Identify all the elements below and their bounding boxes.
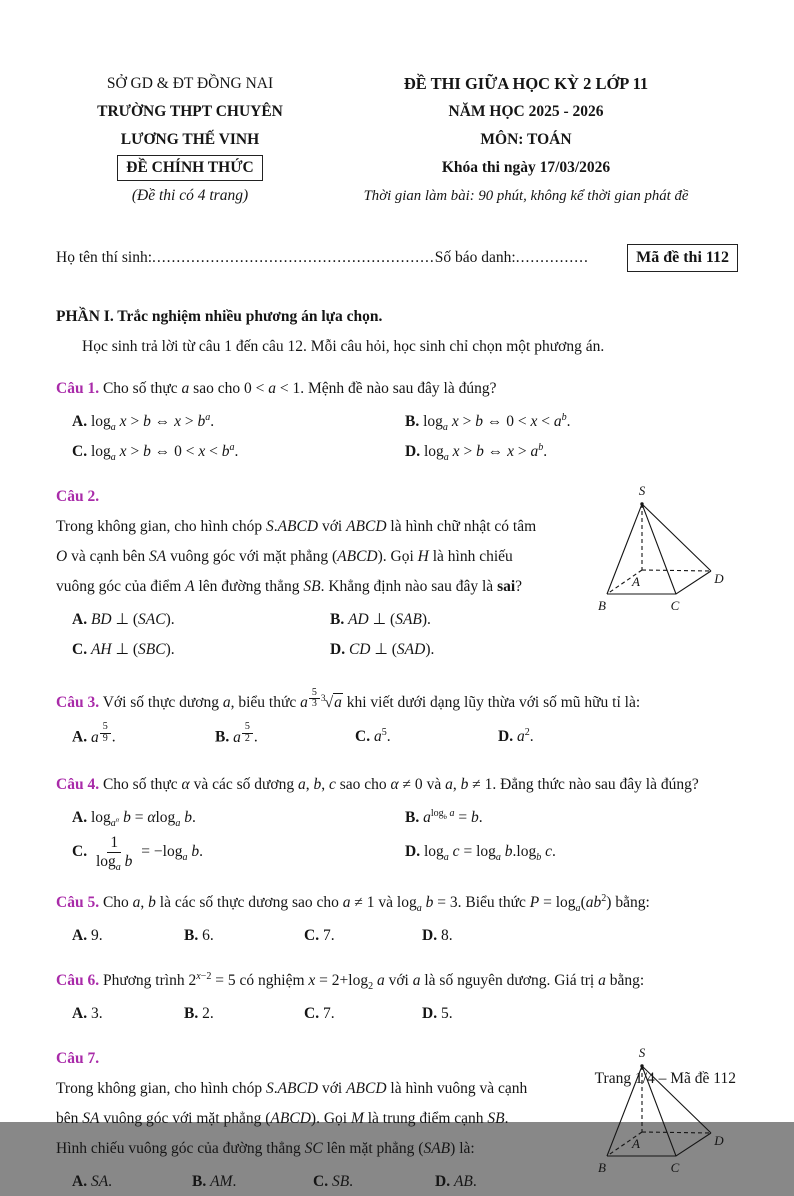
exam-duration-note: Thời gian làm bài: 90 phút, không kể thời gian phát đề [363,188,689,204]
question-2-text-line2: O và cạnh bên SA vuông góc với mặt phẳng (ABCD). Gọi H là hình chiếu [56,548,513,565]
candidate-id-dots: ............... [515,249,589,266]
question-5-text: Cho a, b là các số thực dương sao cho a ≠ 1 và $\log_a b = 3$. Biểu thức $P = \log_a(ab^2)$ bằng: [102,893,650,915]
exam-title: ĐỀ THI GIỮA HỌC KỲ 2 LỚP 11 [403,74,649,93]
option-c: C. $a^5$. [355,726,391,745]
question-1 [56,374,738,466]
vertex-label-d: D [714,571,724,586]
vertex-label-s: S [638,1045,646,1061]
exam-date: Khóa thi ngày 17/03/2026 [441,159,611,176]
vertex-label-c: C [670,598,680,613]
option-a: A. BD ⊥ (SAC). [72,611,175,628]
official-exam-stamp: ĐỀ CHÍNH THỨC [117,155,262,181]
question-1-label: Câu 1. [56,380,100,397]
option-c: C. SB. [313,1173,354,1191]
question-7-label: Câu 7. [56,1050,100,1068]
question-6-label: Câu 6. [56,972,100,990]
pages-note: (Đề thi có 4 trang) [131,187,249,204]
pyramid-solid-edges [607,504,711,594]
option-d: D. $\log_a x > b$ ⇔ $x > a^b$. [405,441,548,464]
option-c: C. $\frac{1}{\log_a b}$ = $-\log_a$ b. [72,833,203,873]
department-name: SỞ GD & ĐT ĐỒNG NAI [106,75,274,92]
option-d: D. 8. [422,927,453,945]
header-school-block [56,70,324,210]
option-a: A. 3. [72,1005,103,1023]
question-5 [56,888,738,950]
option-a: A. $\log_{a^\alpha} b = \alpha\log_a$ b. [72,808,196,829]
exam-year: NĂM HỌC 2025 - 2026 [448,103,604,120]
option-a: A. 9. [72,927,103,945]
option-d: D. AB. [435,1173,477,1191]
question-5-label: Câu 5. [56,894,100,912]
part1-instruction: Học sinh trả lời từ câu 1 đến câu 12. Mỗi câu hỏi, học sinh chỉ chọn một phương án. [82,338,605,355]
question-1-options [56,408,738,466]
question-7-text-line3: Hình chiếu vuông góc của đường thẳng SC lên mặt phẳng (SAB) là: [56,1140,475,1158]
apex-dot [640,502,643,505]
question-7-text-line1: Trong không gian, cho hình chóp S.ABCD với ABCD là hình vuông và cạnh [56,1080,528,1098]
vertex-label-d: D [714,1133,724,1149]
option-b: B. $\log_a x > b$ ⇔ $0 < x < a^b$. [405,411,571,434]
question-3-label: Câu 3. [56,694,100,712]
exam-subject: MÔN: TOÁN [480,131,572,148]
option-c: C. 7. [304,927,335,945]
question-3 [56,684,738,752]
question-2-options [56,606,598,664]
vertex-label-a: A [632,574,640,589]
question-2-text-line3: vuông góc của điểm A lên đường thẳng SB. Khẳng định nào sau đây là sai? [56,578,523,595]
candidate-name-dots: .......................................................... [152,249,435,266]
question-4-text: Cho số thực α và các số dương a, b, c sao cho α ≠ 0 và a, b ≠ 1. Đẳng thức nào sau đây là đúng? [102,775,699,793]
option-d: D. CD ⊥ (SAD). [330,641,435,658]
question-6-options [56,1000,738,1028]
option-d: D. $\log_a c = \log_a b.\log_b$ c. [405,843,556,864]
option-b: B. 6. [184,927,214,945]
candidate-name-label: Họ tên thí sinh: [56,249,153,266]
option-b: B. AM. [192,1173,237,1191]
vertex-label-b: B [598,1160,606,1176]
candidate-row [56,244,738,272]
question-3-options [56,722,738,752]
question-6-text: Phương trình $2^{x-2} = 5$ có nghiệm $x = 2+\log_2$ a với a là số nguyên dương. Giá trị a bằng: [102,971,645,993]
question-2-label: Câu 2. [56,488,100,505]
vertex-label-s: S [638,483,646,498]
exam-code-badge: Mã đề thi 112 [627,244,738,272]
option-a: A. $\log_a x > b$ ⇔ $x > b^a$. [72,411,215,434]
question-4-label: Câu 4. [56,775,100,793]
question-3-text: Với số thực dương a, biểu thức a $^{\frac{5}{3}}$ $^3$√a khi viết dưới dạng lũy thừa với số mũ hữu tỉ là: [102,686,641,712]
part1-heading: PHẦN I. Trắc nghiệm nhiều phương án lựa chọn. [56,308,383,325]
option-d: D. 5. [422,1005,453,1023]
option-a: A. a $^{\frac{5}{9}}$ . [72,721,116,746]
question-6 [56,966,738,1028]
page-header [56,70,738,210]
vertex-label-a: A [632,1136,640,1152]
option-b: B. 2. [184,1005,214,1023]
option-c: C. $\log_a x > b$ ⇔ $0 < x < b^a$. [72,441,239,464]
option-b: B. a $^{\frac{5}{2}}$ . [215,721,258,746]
question-2 [56,482,738,664]
question-5-options [56,922,738,950]
page-footer: Trang 1/4 – Mã đề 112 [594,1070,736,1087]
question-1-text: Cho số thực a sao cho 0 < a < 1. Mệnh đề nào sau đây là đúng? [102,380,497,397]
option-c: C. 7. [304,1005,335,1023]
question-7-text-line2: bên SA vuông góc với mặt phẳng (ABCD). Gọi M là trung điểm cạnh SB. [56,1110,509,1128]
vertex-label-c: C [670,1160,680,1176]
option-a: A. SA. [72,1173,113,1191]
option-c: C. AH ⊥ (SBC). [72,641,175,658]
vertex-label-b: B [598,598,606,613]
question-4-options [56,804,738,871]
pyramid-figure-q2 [598,482,738,620]
candidate-id-label: Số báo danh: [434,249,516,266]
option-d: D. $a^2$. [498,726,534,745]
header-exam-block [324,70,738,210]
option-b: B. AD ⊥ (SAB). [330,611,431,628]
school-name-line2: LƯƠNG THẾ VINH [120,131,260,148]
question-4 [56,770,738,871]
school-name-line1: TRƯỜNG THPT CHUYÊN [97,103,283,120]
question-7-options [56,1168,598,1196]
option-b: B. $a^{log_b a} = b$. [405,807,483,826]
question-2-text-line1: Trong không gian, cho hình chóp S.ABCD với ABCD là hình chữ nhật có tâm [56,518,537,535]
